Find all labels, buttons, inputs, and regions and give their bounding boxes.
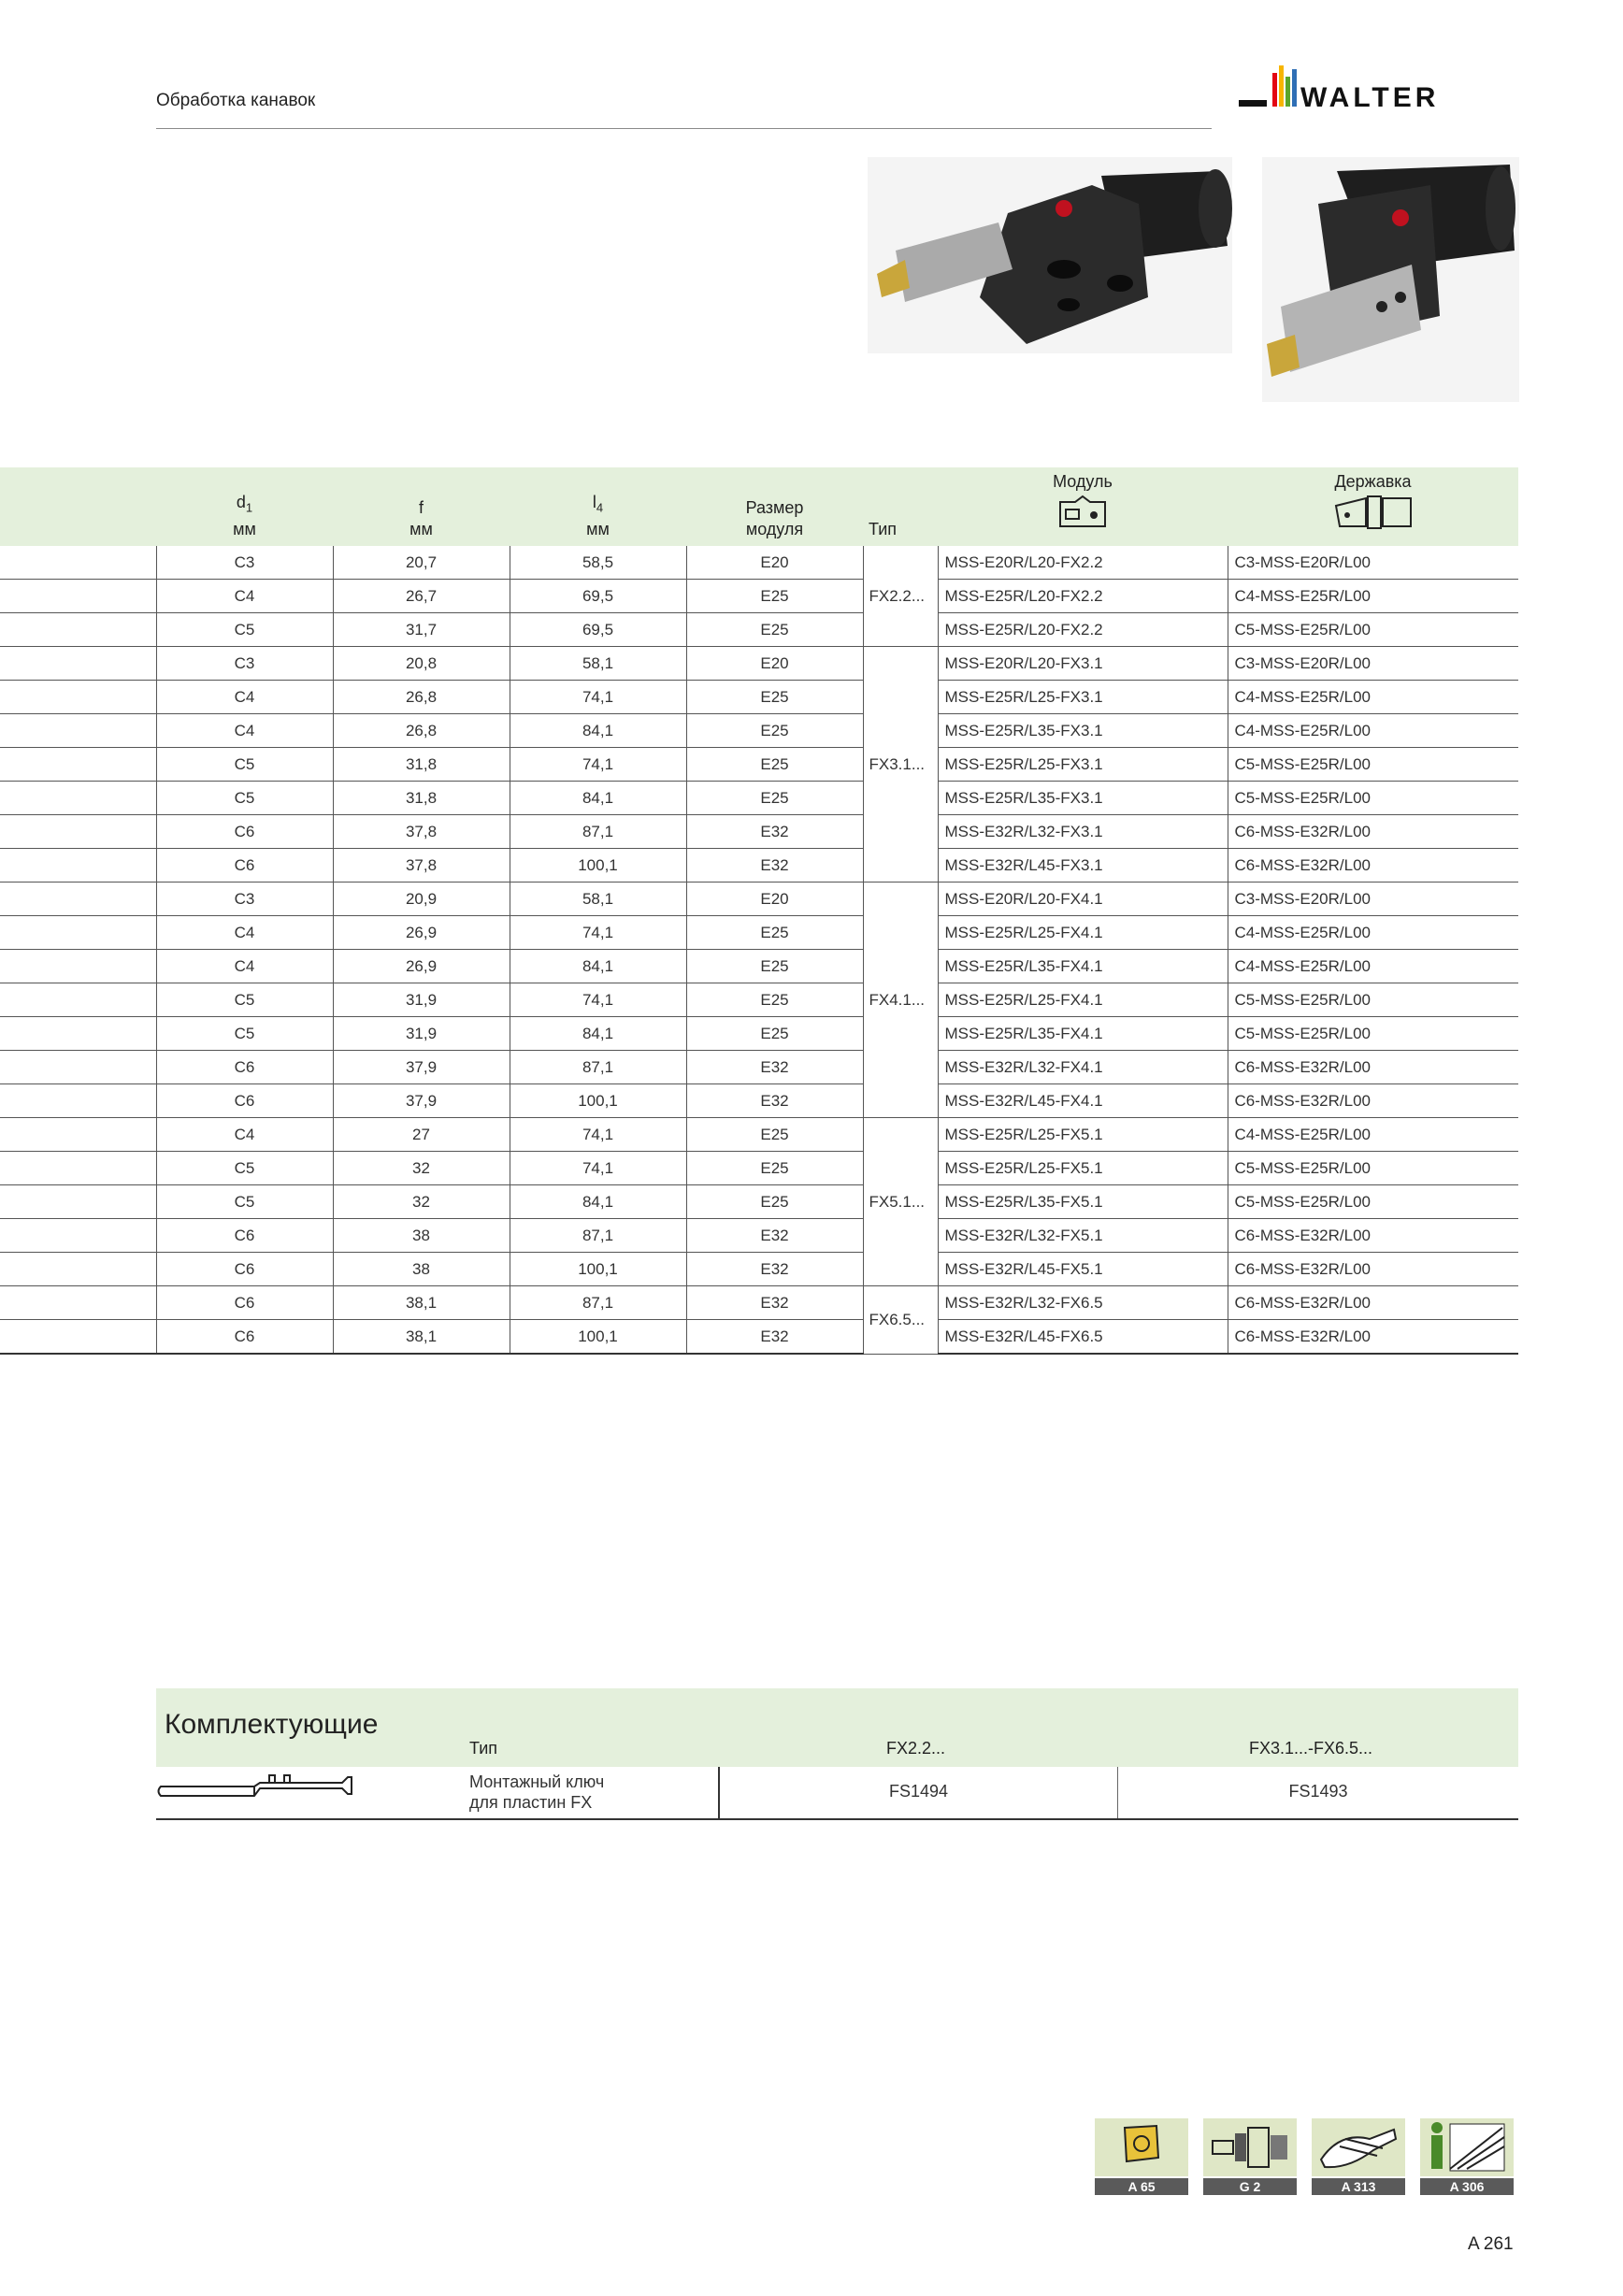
cell-l4: 74,1	[510, 681, 686, 714]
insert-icon	[1095, 2118, 1188, 2176]
cell-module: MSS-E25R/L35-FX4.1	[938, 950, 1228, 983]
cell-holder: C4-MSS-E25R/L00	[1228, 714, 1518, 748]
cell-holder: C4-MSS-E25R/L00	[1228, 580, 1518, 613]
svg-text:WALTER: WALTER	[1300, 82, 1440, 113]
cell-module: MSS-E20R/L20-FX3.1	[938, 647, 1228, 681]
cell-holder: C6-MSS-E32R/L00	[1228, 815, 1518, 849]
table-row	[0, 1185, 1518, 1219]
row-blank-cell	[0, 1286, 156, 1320]
table-row	[0, 681, 1518, 714]
cell-f: 26,7	[333, 580, 510, 613]
cell-module-size: E25	[686, 1118, 863, 1152]
row-blank-cell	[0, 883, 156, 916]
row-blank-cell	[0, 1084, 156, 1118]
row-blank-cell	[0, 950, 156, 983]
row-blank-cell	[0, 647, 156, 681]
table-row	[0, 714, 1518, 748]
cell-holder: C5-MSS-E25R/L00	[1228, 983, 1518, 1017]
cell-f: 37,8	[333, 849, 510, 883]
row-blank-cell	[0, 1219, 156, 1253]
accessories-col2-header: FX3.1...-FX6.5...	[1249, 1739, 1373, 1758]
cell-l4: 100,1	[510, 849, 686, 883]
cell-module-size: E32	[686, 815, 863, 849]
cell-module-size: E25	[686, 950, 863, 983]
cell-d1: C4	[156, 681, 333, 714]
cell-f: 32	[333, 1185, 510, 1219]
cell-l4: 100,1	[510, 1320, 686, 1355]
row-blank-cell	[0, 714, 156, 748]
cell-l4: 84,1	[510, 714, 686, 748]
cell-module-size: E20	[686, 647, 863, 681]
nav-label: A 306	[1420, 2178, 1514, 2195]
cell-holder: C4-MSS-E25R/L00	[1228, 681, 1518, 714]
cell-l4: 58,1	[510, 883, 686, 916]
cell-module: MSS-E25R/L20-FX2.2	[938, 580, 1228, 613]
row-blank-cell	[0, 1185, 156, 1219]
header-blank	[0, 467, 156, 546]
cell-l4: 58,1	[510, 647, 686, 681]
cell-module-size: E32	[686, 1320, 863, 1355]
walter-logo-icon	[1239, 60, 1519, 125]
cell-module-size: E25	[686, 916, 863, 950]
cell-module: MSS-E25R/L25-FX5.1	[938, 1152, 1228, 1185]
cell-module: MSS-E32R/L45-FX4.1	[938, 1084, 1228, 1118]
cell-d1: C6	[156, 1286, 333, 1320]
row-blank-cell	[0, 546, 156, 580]
cell-f: 37,9	[333, 1084, 510, 1118]
cell-d1: C4	[156, 950, 333, 983]
cell-module-size: E25	[686, 580, 863, 613]
nav-link-insert[interactable]	[1095, 2118, 1188, 2195]
cell-holder: C5-MSS-E25R/L00	[1228, 1152, 1518, 1185]
cell-f: 38,1	[333, 1286, 510, 1320]
cell-holder: C6-MSS-E32R/L00	[1228, 1084, 1518, 1118]
cell-l4: 87,1	[510, 1286, 686, 1320]
table-row	[0, 1017, 1518, 1051]
cell-f: 38,1	[333, 1320, 510, 1355]
cell-type: FX6.5...	[863, 1286, 938, 1355]
cell-holder: C3-MSS-E20R/L00	[1228, 647, 1518, 681]
cell-d1: C4	[156, 1118, 333, 1152]
cell-f: 32	[333, 1152, 510, 1185]
cell-l4: 84,1	[510, 950, 686, 983]
table-row	[0, 1320, 1518, 1355]
accessories-bottom-rule	[156, 1818, 1518, 1820]
header-divider	[156, 128, 1212, 129]
table-row	[0, 748, 1518, 782]
nav-link-handbook[interactable]	[1312, 2118, 1405, 2195]
table-row	[0, 1253, 1518, 1286]
cell-holder: C5-MSS-E25R/L00	[1228, 1017, 1518, 1051]
table-row	[0, 815, 1518, 849]
cell-module: MSS-E25R/L35-FX3.1	[938, 714, 1228, 748]
cell-d1: C6	[156, 1084, 333, 1118]
cell-type: FX2.2...	[863, 546, 938, 647]
info-chart-icon	[1420, 2118, 1514, 2176]
cell-module: MSS-E32R/L32-FX3.1	[938, 815, 1228, 849]
row-blank-cell	[0, 1320, 156, 1355]
cell-d1: C6	[156, 1253, 333, 1286]
cell-module-size: E32	[686, 1253, 863, 1286]
wrench-icon	[155, 1773, 356, 1812]
cell-module: MSS-E25R/L35-FX5.1	[938, 1185, 1228, 1219]
cell-module-size: E32	[686, 1051, 863, 1084]
section-title: Обработка канавок	[156, 91, 316, 110]
cell-f: 37,8	[333, 815, 510, 849]
row-blank-cell	[0, 748, 156, 782]
cell-holder: C6-MSS-E32R/L00	[1228, 1286, 1518, 1320]
table-row	[0, 1219, 1518, 1253]
walter-logo	[1239, 60, 1519, 130]
row-blank-cell	[0, 1253, 156, 1286]
cell-d1: C4	[156, 916, 333, 950]
cell-holder: C5-MSS-E25R/L00	[1228, 782, 1518, 815]
table-row	[0, 1152, 1518, 1185]
page-number: A 261	[1468, 2234, 1514, 2254]
cell-module: MSS-E25R/L25-FX3.1	[938, 748, 1228, 782]
cell-holder: C3-MSS-E20R/L00	[1228, 546, 1518, 580]
cell-d1: C6	[156, 1051, 333, 1084]
cell-module: MSS-E25R/L20-FX2.2	[938, 613, 1228, 647]
row-blank-cell	[0, 916, 156, 950]
nav-label: G 2	[1203, 2178, 1297, 2195]
holder-icon	[1332, 493, 1415, 530]
header-module: Модуль	[938, 467, 1228, 546]
cell-f: 20,7	[333, 546, 510, 580]
cell-d1: C4	[156, 580, 333, 613]
row-blank-cell	[0, 849, 156, 883]
table-row	[0, 916, 1518, 950]
cell-l4: 87,1	[510, 1219, 686, 1253]
holder-photo	[1262, 157, 1519, 402]
cell-holder: C6-MSS-E32R/L00	[1228, 849, 1518, 883]
cell-d1: C5	[156, 1017, 333, 1051]
cell-l4: 74,1	[510, 1118, 686, 1152]
cell-module-size: E20	[686, 546, 863, 580]
cell-holder: C6-MSS-E32R/L00	[1228, 1253, 1518, 1286]
cell-f: 20,8	[333, 647, 510, 681]
cell-l4: 74,1	[510, 1152, 686, 1185]
accessories-col2-value: FS1493	[1288, 1782, 1348, 1801]
cell-module: MSS-E32R/L32-FX4.1	[938, 1051, 1228, 1084]
cell-holder: C4-MSS-E25R/L00	[1228, 1118, 1518, 1152]
cell-f: 38	[333, 1253, 510, 1286]
cell-d1: C6	[156, 815, 333, 849]
cell-module: MSS-E32R/L45-FX3.1	[938, 849, 1228, 883]
table-header-row	[0, 467, 1518, 546]
cell-l4: 69,5	[510, 580, 686, 613]
cell-module-size: E20	[686, 883, 863, 916]
cell-holder: C6-MSS-E32R/L00	[1228, 1320, 1518, 1355]
cell-l4: 74,1	[510, 748, 686, 782]
cell-l4: 84,1	[510, 1017, 686, 1051]
cell-module: MSS-E32R/L45-FX6.5	[938, 1320, 1228, 1355]
cell-holder: C4-MSS-E25R/L00	[1228, 950, 1518, 983]
table-row	[0, 1051, 1518, 1084]
cell-module-size: E32	[686, 1084, 863, 1118]
cell-f: 31,7	[333, 613, 510, 647]
table-row	[0, 546, 1518, 580]
cell-d1: C5	[156, 613, 333, 647]
row-blank-cell	[0, 1051, 156, 1084]
cell-module-size: E25	[686, 782, 863, 815]
cell-module: MSS-E25R/L25-FX5.1	[938, 1118, 1228, 1152]
cell-module-size: E32	[686, 1219, 863, 1253]
cell-module-size: E32	[686, 849, 863, 883]
accessories-title: Комплектующие	[165, 1709, 379, 1740]
row-blank-cell	[0, 1152, 156, 1185]
header-type: Тип	[869, 520, 898, 538]
cell-d1: C5	[156, 1185, 333, 1219]
cell-f: 26,8	[333, 714, 510, 748]
cell-l4: 74,1	[510, 916, 686, 950]
table-row	[0, 580, 1518, 613]
cell-d1: C6	[156, 1219, 333, 1253]
nav-label: A 313	[1312, 2178, 1405, 2195]
cell-l4: 84,1	[510, 782, 686, 815]
cell-d1: C3	[156, 647, 333, 681]
cell-holder: C5-MSS-E25R/L00	[1228, 748, 1518, 782]
cell-module-size: E25	[686, 1185, 863, 1219]
table-row	[0, 1118, 1518, 1152]
cell-d1: C6	[156, 849, 333, 883]
cell-l4: 87,1	[510, 815, 686, 849]
row-blank-cell	[0, 782, 156, 815]
cell-module: MSS-E25R/L25-FX4.1	[938, 983, 1228, 1017]
row-blank-cell	[0, 613, 156, 647]
cell-f: 31,8	[333, 782, 510, 815]
cell-f: 26,8	[333, 681, 510, 714]
accessories-type-label: Тип	[469, 1739, 498, 1758]
accessories-item	[469, 1772, 604, 1813]
accessories-col1-value: FS1494	[888, 1782, 949, 1801]
row-blank-cell	[0, 1017, 156, 1051]
table-row	[0, 849, 1518, 883]
cell-d1: C4	[156, 714, 333, 748]
cell-d1: C5	[156, 782, 333, 815]
cell-d1: C5	[156, 1152, 333, 1185]
cell-f: 26,9	[333, 950, 510, 983]
cell-holder: C5-MSS-E25R/L00	[1228, 613, 1518, 647]
cell-d1: C5	[156, 748, 333, 782]
header-l4: $l_4$ мм	[586, 493, 610, 538]
header-f: f мм	[409, 498, 433, 538]
cell-holder: C6-MSS-E32R/L00	[1228, 1219, 1518, 1253]
cell-d1: C3	[156, 546, 333, 580]
cell-module: MSS-E25R/L35-FX4.1	[938, 1017, 1228, 1051]
cell-module: MSS-E32R/L32-FX5.1	[938, 1219, 1228, 1253]
cell-module: MSS-E25R/L35-FX3.1	[938, 782, 1228, 815]
table-row	[0, 782, 1518, 815]
cell-module-size: E25	[686, 1017, 863, 1051]
row-blank-cell	[0, 815, 156, 849]
cell-f: 37,9	[333, 1051, 510, 1084]
table-row	[0, 1286, 1518, 1320]
cell-f: 38	[333, 1219, 510, 1253]
cell-module: MSS-E25R/L25-FX4.1	[938, 916, 1228, 950]
cell-d1: C6	[156, 1320, 333, 1355]
handbook-icon	[1312, 2118, 1405, 2176]
module-icon	[1056, 493, 1109, 530]
table-row	[0, 1084, 1518, 1118]
cell-f: 27	[333, 1118, 510, 1152]
cell-module: MSS-E20R/L20-FX2.2	[938, 546, 1228, 580]
cell-module-size: E25	[686, 613, 863, 647]
cell-holder: C5-MSS-E25R/L00	[1228, 1185, 1518, 1219]
cell-d1: C5	[156, 983, 333, 1017]
table-row	[0, 883, 1518, 916]
cell-f: 26,9	[333, 916, 510, 950]
cell-holder: C3-MSS-E20R/L00	[1228, 883, 1518, 916]
module-holder-photo	[868, 157, 1232, 353]
cell-module-size: E25	[686, 983, 863, 1017]
header-holder: Державка	[1228, 467, 1518, 546]
tool-table	[0, 467, 1518, 1355]
cell-l4: 58,5	[510, 546, 686, 580]
nav-link-info[interactable]	[1420, 2118, 1514, 2195]
row-blank-cell	[0, 580, 156, 613]
table-row	[0, 647, 1518, 681]
cell-d1: C3	[156, 883, 333, 916]
cell-module: MSS-E32R/L32-FX6.5	[938, 1286, 1228, 1320]
table-row	[0, 983, 1518, 1017]
cell-f: 20,9	[333, 883, 510, 916]
cell-l4: 100,1	[510, 1084, 686, 1118]
cell-module: MSS-E25R/L25-FX3.1	[938, 681, 1228, 714]
cell-f: 31,9	[333, 1017, 510, 1051]
cell-module-size: E25	[686, 748, 863, 782]
holder-icon	[1203, 2118, 1297, 2176]
cell-holder: C4-MSS-E25R/L00	[1228, 916, 1518, 950]
table-row	[0, 950, 1518, 983]
row-blank-cell	[0, 1118, 156, 1152]
cell-l4: 87,1	[510, 1051, 686, 1084]
nav-link-holder[interactable]	[1203, 2118, 1297, 2195]
cell-f: 31,8	[333, 748, 510, 782]
cell-l4: 69,5	[510, 613, 686, 647]
cell-module-size: E25	[686, 714, 863, 748]
cell-type: FX4.1...	[863, 883, 938, 1118]
accessories-item-line2: для пластин FX	[469, 1793, 593, 1812]
cell-type: FX5.1...	[863, 1118, 938, 1286]
cell-module-size: E25	[686, 1152, 863, 1185]
header-d1: $d_1$ мм	[233, 493, 256, 538]
header-module-size: Размер модуля	[745, 498, 804, 538]
table-row	[0, 613, 1518, 647]
cell-l4: 74,1	[510, 983, 686, 1017]
cell-module: MSS-E20R/L20-FX4.1	[938, 883, 1228, 916]
nav-label: A 65	[1095, 2178, 1188, 2195]
row-blank-cell	[0, 681, 156, 714]
row-blank-cell	[0, 983, 156, 1017]
cell-type: FX3.1...	[863, 647, 938, 883]
cell-f: 31,9	[333, 983, 510, 1017]
accessories-item-line1: Монтажный ключ	[469, 1772, 605, 1791]
cell-module-size: E32	[686, 1286, 863, 1320]
cell-module-size: E25	[686, 681, 863, 714]
cell-holder: C6-MSS-E32R/L00	[1228, 1051, 1518, 1084]
accessories-col1-header: FX2.2...	[886, 1739, 946, 1758]
cell-l4: 84,1	[510, 1185, 686, 1219]
cell-l4: 100,1	[510, 1253, 686, 1286]
cell-module: MSS-E32R/L45-FX5.1	[938, 1253, 1228, 1286]
